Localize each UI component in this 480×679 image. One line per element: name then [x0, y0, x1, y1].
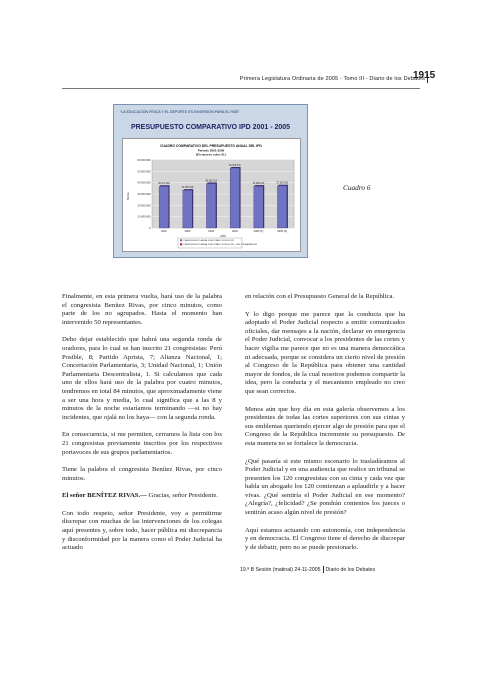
data-label: 36 983 615: [252, 183, 265, 186]
paragraph: Con todo respeto, señor Presidente, voy a permitirme discrepar con muchas de las intervenciones de los colegas aquí presentes y, sobre todo, hacer pública mi discrepancia y disconformidad por la manera como el Poder Judicial ha actuado: [62, 509, 222, 552]
left-column: [62, 293, 222, 562]
paragraph: Tiene la palabra el congresista Benítez Rivas, por cinco minutos.: [62, 466, 222, 482]
data-label: 52 946 379: [229, 164, 241, 167]
chart-subtitle: Periodo 2001-2005: [197, 148, 225, 153]
y-tick-label: 50 000 000: [137, 170, 151, 174]
figure-title: PRESUPUESTO COMPARATIVO IPD 2001 - 2005: [130, 124, 291, 131]
right-column: [245, 293, 405, 561]
bar: [206, 184, 215, 228]
legend-label: PRESUPUESTO ANUAL EJECUTADO POR EL IPD: [183, 240, 235, 242]
chart-subtitle: (En nuevos soles S/.): [195, 152, 227, 157]
y-tick-label: 10 000 000: [137, 215, 151, 219]
figure-caption: Cuadro 6: [343, 183, 371, 192]
page-header: [230, 74, 430, 83]
figure-tagline: "LA EDUCACIÓN FÍSICA Y EL DEPORTE ES INVERSIÓN PARA EL PAÍS": [120, 110, 240, 114]
paragraph: En consecuencia, si me permiten, cerramos la lista con los 21 congresistas previamente inscritos por los respectivos portavoces de sus grupos parlamentarios.: [62, 431, 222, 456]
footer-session: 19.ª B Sesión (matinal) 24-11-2005: [240, 566, 321, 573]
data-label: 39 258 213: [205, 180, 217, 183]
speaker-text: Gracias, señor Presidente.: [146, 492, 218, 500]
x-tick-label: 2005 (1): [253, 230, 264, 233]
footer-publication: Diario de los Debates: [325, 566, 376, 573]
bar: [159, 186, 168, 228]
legend-label: PRESUPUESTO ANUAL EJECUTADO POR EL IPD - SIN COPA AMERICA: [183, 244, 257, 246]
header-rule: [62, 88, 420, 89]
speaker-paragraph: [62, 492, 222, 501]
data-label: 37 303 633: [276, 182, 288, 185]
bar: [254, 186, 263, 228]
chart-title: CUADRO COMPARATIVO DEL PRESUPUESTO ANUAL DEL IPD: [160, 144, 262, 148]
paragraph: Aquí estamos actuando con autonomía, con independencia y en democracia. El Congreso tiene el derecho de discrepar y de debatir, pero no se puede presionarlo.: [245, 526, 405, 551]
y-axis-label: Monto: [126, 192, 130, 200]
paragraph: Debo dejar establecido que habrá una segunda ronda de oradores, para lo cual se han inscrito 21 congresistas: Perú Posible, 8; Partido Aprista, 7; Alianza Nacional, 1; Concertación Parlamentaria, 3; Unidad Nacional, 1; Unión Parlamentaria Descentralista, 1. Si calculamos que cada uno de ellos hará uso de la palabra por cuatro minutos, tendremos en total 84 minutos, que aproximadamente viene a ser una hora y media, lo cual significa que a las 8 y minutos de la noche estaríamos terminando —si no hay incidentes, que ojalá no los haya— con la segunda ronda.: [62, 336, 222, 421]
paragraph: Y lo digo porque me parece que la conducta que ha adoptado el Poder Judicial respecto a emitir comunicados oficiales, dar mensajes a la nación, declarar en emergencia el Poder Judicial, convocar a los presidentes de las cortes y hacer vigilia me parece que no es una manera democrática ni adecuada, porque se considera un cierto nivel de presión al Congreso de la República para obtener una cantidad mayor de fondos, de la cual nosotros podemos compartir la idea, pero la conducta y el mecanismo empleado no creo que sean correctos.: [245, 310, 405, 395]
x-tick-label: 2005 (2): [277, 230, 288, 233]
page-footer: [240, 566, 375, 573]
legend-swatch: [180, 239, 182, 241]
x-tick-label: 2003: [208, 230, 215, 233]
y-tick-label: 0: [149, 227, 151, 230]
x-tick-label: 2004: [231, 230, 238, 233]
paragraph: Finalmente, en esta primera vuelta, hará uso de la palabra el congresista Benítez Rivas, por cinco minutos, como parte de los no agrupados. Hasta el momento han intervenido 50 representantes.: [62, 293, 222, 326]
x-tick-label: 2001: [160, 230, 167, 233]
data-label: 33 387 918: [181, 187, 194, 190]
y-tick-label: 30 000 000: [137, 193, 151, 196]
bar: [230, 168, 239, 228]
data-label: 36 871 296: [158, 183, 170, 186]
x-axis-label: AÑO: [220, 235, 226, 238]
budget-figure: [113, 104, 308, 258]
paragraph: Menos aún que hoy día en esta galería observemos a los presidentes de todas las cortes superiores con sus cintas y sus emblemas queriendo ejercer algo de presión para que el Congreso de la República incremente su presupuesto. De esta manera no se fortalece la democracia.: [245, 405, 405, 447]
legend-swatch: [180, 243, 182, 245]
footer-divider: [323, 566, 324, 573]
y-tick-label: 20 000 000: [137, 204, 151, 208]
bar: [183, 190, 192, 228]
bar: [277, 186, 286, 228]
speaker-name: El señor BENÍTEZ RIVAS.—: [62, 492, 147, 500]
y-tick-label: 40 000 000: [137, 181, 151, 185]
paragraph: en relación con el Presupuesto General de la República.: [245, 293, 395, 300]
paragraph: ¿Qué pasaría si este mismo escenario lo trasladáramos al Poder Judicial y en una audiencia que realice un tribunal se presenten los 120 congresistas con su cinta y cada vez que habla un abogado los 120 comienzan a aplaudirle y a hacer vivas. ¿Qué sentiría el Poder Judicial en ese momento? ¿Alegría?, ¿felicidad? ¿Se pondrán contentos los jueces o sentirán acaso algún nivel de presión?: [245, 457, 405, 517]
chart-panel: [122, 138, 301, 252]
header-title: Primera Legislatura Ordinaria de 2005 - Tomo III - Diario de los Debates: [239, 75, 425, 82]
bar-chart: [123, 139, 300, 251]
page-number: 1915: [413, 70, 436, 81]
x-tick-label: 2002: [184, 230, 191, 233]
y-tick-label: 60 000 000: [137, 159, 151, 162]
